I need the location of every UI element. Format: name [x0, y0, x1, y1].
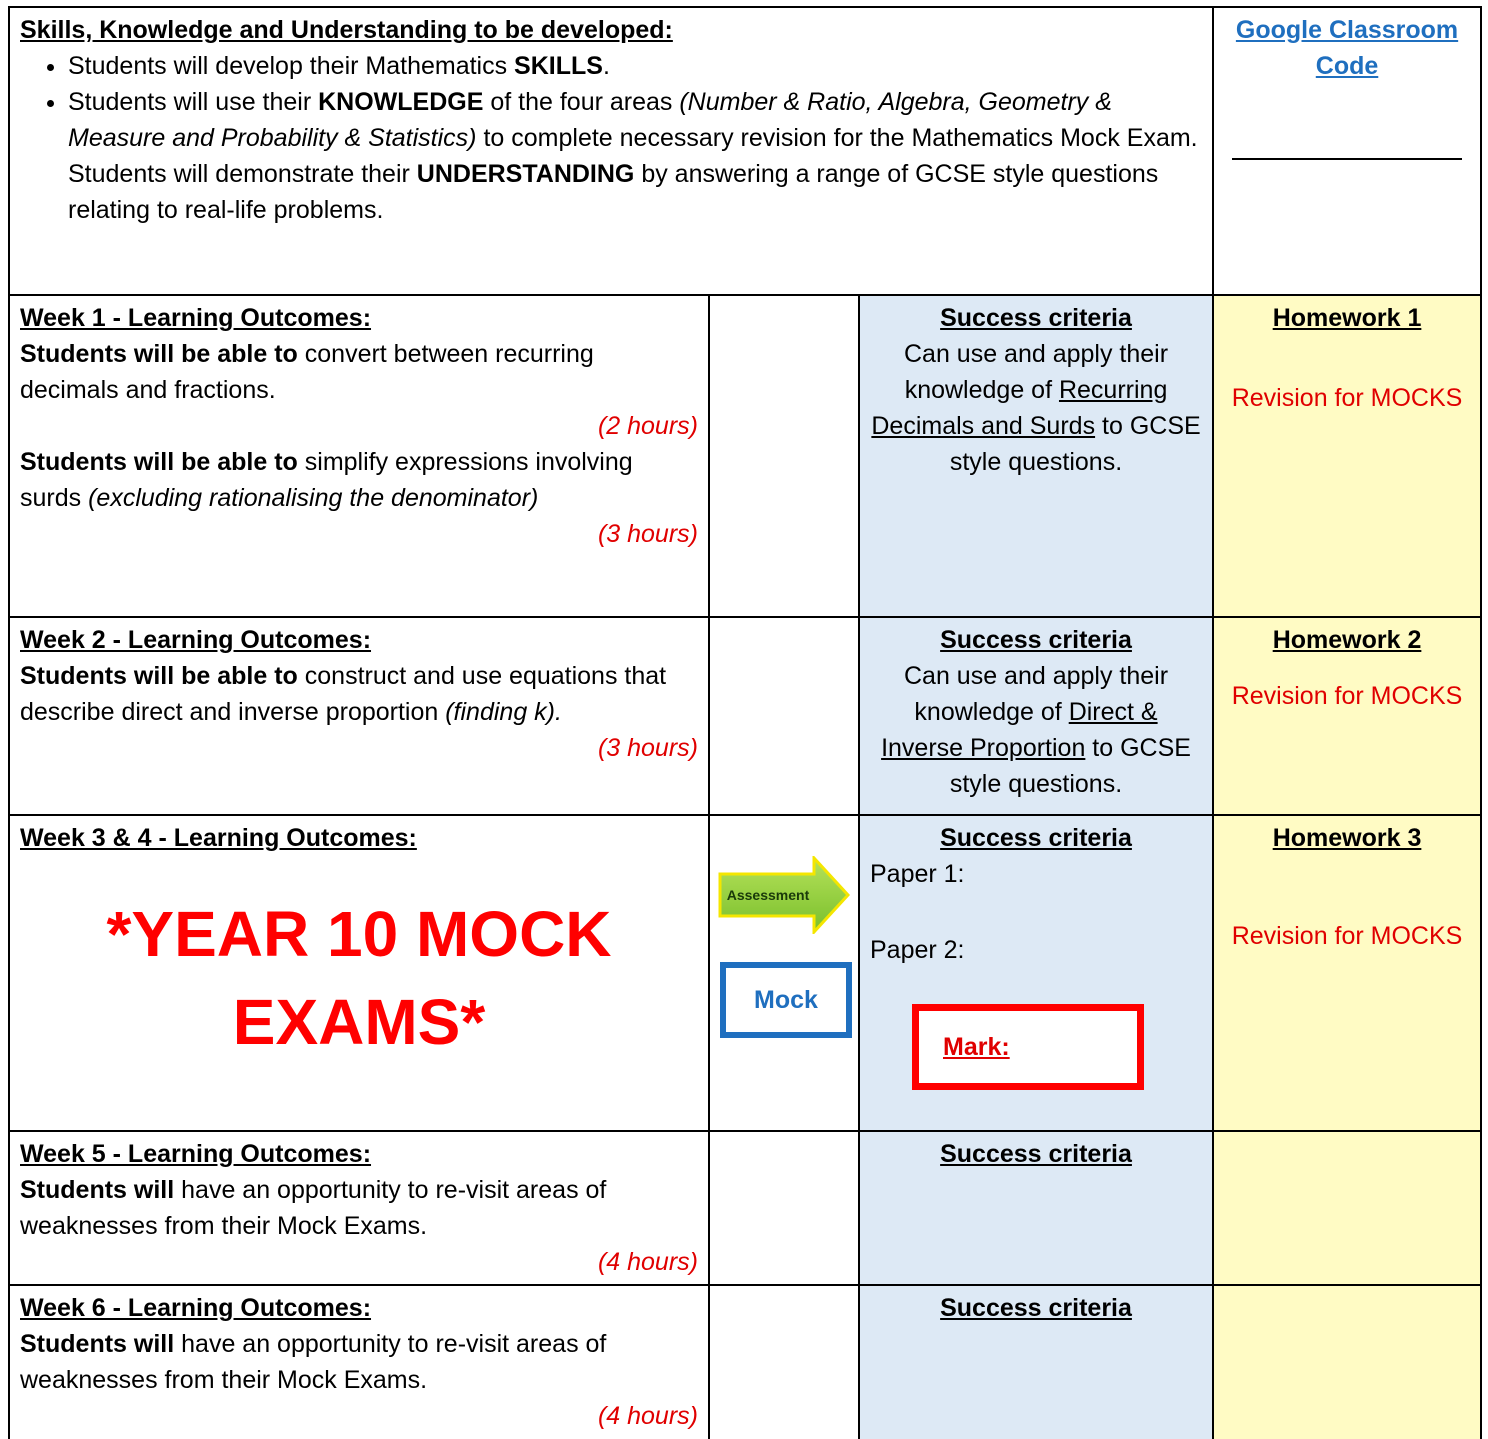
week-5-outcomes — [9, 1131, 709, 1285]
week-3-4-success — [859, 815, 1213, 1131]
outcome-bold: Students will be able to — [20, 340, 298, 368]
week-heading: Week 3 & 4 - Learning Outcomes: — [20, 824, 417, 852]
week-2-success — [859, 617, 1213, 815]
success-topic: Recurring Decimals and Surds — [871, 376, 1168, 440]
week-1-row — [9, 295, 1481, 617]
hours-label: (4 hours) — [597, 1402, 698, 1430]
week-1-homework — [1213, 295, 1481, 617]
mark-box — [912, 1004, 1144, 1090]
bullet-bold: SKILLS — [514, 52, 603, 80]
paper-2-label: Paper 2: — [870, 936, 965, 964]
assessment-label: Assessment — [726, 887, 810, 903]
success-text: to GCSE style questions. — [949, 734, 1191, 798]
hours-label: (4 hours) — [597, 1248, 698, 1276]
outcome-text: have an opportunity to re-visit areas of weaknesses from their Mock Exams. — [20, 1330, 607, 1394]
success-heading: Success criteria — [940, 1140, 1132, 1168]
week-1-success — [859, 295, 1213, 617]
bullet-text: Students will use their — [68, 88, 319, 116]
week-2-homework — [1213, 617, 1481, 815]
paper-1-label: Paper 1: — [870, 860, 965, 888]
scheme-of-work-page — [8, 6, 1480, 1434]
hours-label: (2 hours) — [597, 412, 698, 440]
classroom-code-line — [1232, 158, 1462, 160]
outcome-text: have an opportunity to re-visit areas of weaknesses from their Mock Exams. — [20, 1176, 607, 1240]
week-6-success — [859, 1285, 1213, 1439]
outcome-bold: Students will be able to — [20, 662, 298, 690]
bullet-bold: UNDERSTANDING — [416, 160, 635, 188]
outcome-italic: (finding k). — [445, 698, 562, 726]
google-classroom-cell — [1213, 7, 1481, 295]
homework-text: Revision for MOCKS — [1231, 922, 1463, 950]
week-2-mid — [709, 617, 859, 815]
homework-heading: Homework 1 — [1272, 304, 1422, 332]
outcome — [20, 1326, 698, 1398]
homework-text: Revision for MOCKS — [1231, 682, 1463, 710]
understanding-bullet — [68, 156, 1202, 228]
outcome — [20, 1172, 698, 1244]
week-heading: Week 5 - Learning Outcomes: — [20, 1140, 372, 1168]
outcome — [20, 336, 698, 408]
knowledge-bullet — [68, 84, 1202, 156]
homework-text: Revision for MOCKS — [1231, 384, 1463, 412]
success-heading: Success criteria — [940, 626, 1132, 654]
bullet-italic: (Number & Ratio, Algebra, Geometry & Measure and Probability & Statistics) — [68, 88, 1112, 152]
success-text: to GCSE style questions. — [949, 412, 1201, 476]
success-topic: Direct & Inverse Proportion — [881, 698, 1158, 762]
week-6-homework — [1213, 1285, 1481, 1439]
week-2-row — [9, 617, 1481, 815]
success-text: Can use and apply their knowledge of — [903, 340, 1169, 404]
skills-cell — [9, 7, 1213, 295]
google-classroom-link[interactable]: Google Classroom Code — [1235, 16, 1459, 80]
homework-heading: Homework 3 — [1272, 824, 1422, 852]
week-2-outcomes — [9, 617, 709, 815]
outcome-bold: Students will — [20, 1176, 175, 1204]
hours-label: (3 hours) — [597, 734, 698, 762]
mark-label: Mark: — [943, 1033, 1010, 1061]
bullet-text: to complete necessary revision for the Mathematics Mock Exam. — [476, 124, 1198, 152]
outcome-bold: Students will — [20, 1330, 175, 1358]
week-heading: Week 1 - Learning Outcomes: — [20, 304, 372, 332]
week-5-row — [9, 1131, 1481, 1285]
week-3-4-mid — [709, 815, 859, 1131]
week-3-4-homework — [1213, 815, 1481, 1131]
scheme-of-work-table — [8, 6, 1482, 1439]
bullet-text: Students will develop their Mathematics — [68, 52, 515, 80]
bullet-text: by answering a range of GCSE style questions relating to real-life problems. — [68, 160, 1159, 224]
outcome-text: simplify expressions involving surds — [20, 448, 633, 512]
bullet-text: of the four areas — [483, 88, 680, 116]
outcome-text: convert between recurring decimals and fractions. — [20, 340, 594, 404]
assessment-arrow-icon — [718, 856, 850, 934]
week-5-success — [859, 1131, 1213, 1285]
week-5-homework — [1213, 1131, 1481, 1285]
outcome — [20, 444, 698, 516]
skills-heading: Skills, Knowledge and Understanding to be developed: — [20, 16, 673, 44]
bullet-text: . — [602, 52, 610, 80]
success-heading: Success criteria — [940, 1294, 1132, 1322]
skills-bullet — [68, 48, 1202, 84]
outcome — [20, 658, 698, 730]
week-heading: Week 6 - Learning Outcomes: — [20, 1294, 372, 1322]
week-heading: Week 2 - Learning Outcomes: — [20, 626, 372, 654]
success-heading: Success criteria — [940, 304, 1132, 332]
outcome-italic: (excluding rationalising the denominator) — [88, 484, 539, 512]
homework-heading: Homework 2 — [1272, 626, 1422, 654]
mock-exams-banner: *YEAR 10 MOCK EXAMS* — [106, 898, 612, 1058]
week-6-mid — [709, 1285, 859, 1439]
week-1-outcomes — [9, 295, 709, 617]
hours-label: (3 hours) — [597, 520, 698, 548]
success-text: Can use and apply their knowledge of — [903, 662, 1169, 726]
week-3-4-row — [9, 815, 1481, 1131]
week-6-row — [9, 1285, 1481, 1439]
week-6-outcomes — [9, 1285, 709, 1439]
outcome-text: construct and use equations that describe direct and inverse proportion — [20, 662, 667, 726]
mock-badge: Mock — [720, 962, 852, 1038]
outcome-bold: Students will be able to — [20, 448, 298, 476]
week-5-mid — [709, 1131, 859, 1285]
week-1-mid — [709, 295, 859, 617]
skills-list — [20, 48, 1202, 228]
success-heading: Success criteria — [940, 824, 1132, 852]
week-3-4-outcomes — [9, 815, 709, 1131]
bullet-bold: KNOWLEDGE — [318, 88, 484, 116]
intro-row — [9, 7, 1481, 295]
bullet-text: Students will demonstrate their — [68, 160, 417, 188]
